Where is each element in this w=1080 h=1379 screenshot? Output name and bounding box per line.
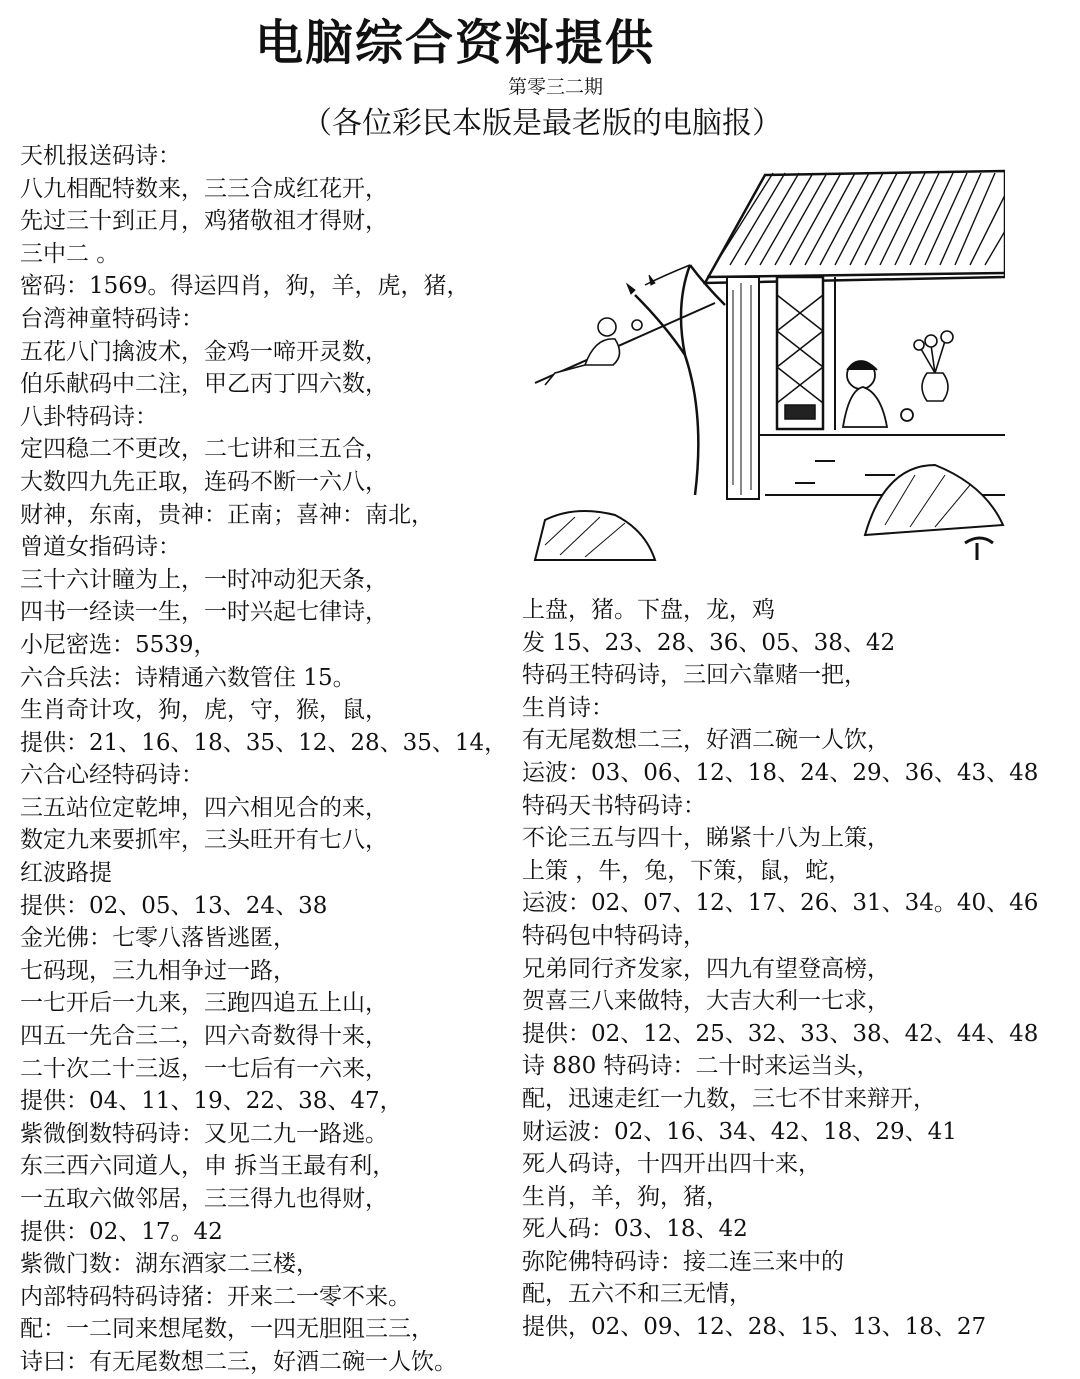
issue-number: 第零三二期 <box>508 76 604 98</box>
text-line: 定四稳二不更改，二七讲和三五合， <box>20 436 388 463</box>
text-line: 一五取六做邻居，三三得九也得财， <box>20 1186 388 1212</box>
text-line: 有无尾数想二三，好酒二碗一人饮， <box>522 727 890 754</box>
text-line: 特码王特码诗，三回六靠赌一把， <box>522 662 867 689</box>
flower-vase <box>914 331 953 401</box>
text-line: 特码包中特码诗， <box>522 922 706 949</box>
garden-rocks <box>535 465 1003 560</box>
text-line: 紫微门数：湖东酒家二三楼， <box>20 1251 319 1278</box>
text-line: 运波：02、07、12、17、26、31、34。40、46 <box>522 890 1039 917</box>
text-line: 四书一经读一生，一时兴起七律诗， <box>20 599 388 626</box>
text-line: 兄弟同行齐发家，四九有望登高榜， <box>522 955 890 982</box>
text-line: 配，五六不和三无情， <box>522 1281 752 1308</box>
text-line: 死人码：03、18、42 <box>522 1216 748 1243</box>
text-line: 内部特码特码诗猪：开来二一零不来。 <box>20 1283 411 1310</box>
boy-figure <box>535 303 715 385</box>
text-line: 财神，东南，贵神：正南；喜神：南北， <box>20 501 434 528</box>
text-line: 五花八门擒波术，金鸡一啼开灵数， <box>20 338 388 365</box>
text-line: 财运波：02、16、34、42、18、29、41 <box>522 1118 957 1145</box>
text-line: 提供：21、16、18、35、12、28、35、14， <box>20 729 508 756</box>
text-line: 八九相配特数来，三三合成红花开， <box>20 175 388 202</box>
text-line: 东三西六同道人，申 拆当王最有利， <box>20 1153 396 1180</box>
page-subtitle: （各位彩民本版是最老版的电脑报） <box>302 106 782 141</box>
wooden-pillar <box>727 277 759 499</box>
text-line: 三十六计瞳为上，一时冲动犯天条， <box>20 566 388 593</box>
right-column <box>522 594 1067 1344</box>
text-line: 死人码诗，十四开出四十来， <box>522 1151 821 1178</box>
text-line: 六合心经特码诗： <box>20 762 204 789</box>
text-line: 六合兵法：诗精通六数管住 15。 <box>20 664 356 691</box>
text-line: 弥陀佛特码诗：接二连三来中的 <box>522 1248 844 1275</box>
text-line: 曾道女指码诗： <box>20 534 181 561</box>
text-line: 四五一先合三二，四六奇数得十来， <box>20 1023 388 1050</box>
lady-figure <box>843 361 913 427</box>
text-line: 提供：04、11、19、22、38、47， <box>20 1088 403 1115</box>
text-line: 七码现，三九相争过一路， <box>20 957 296 984</box>
text-line: 天机报送码诗： <box>20 143 181 169</box>
text-line: 不论三五与四十，睇紧十八为上策， <box>522 825 890 852</box>
text-line: 密码：1569。得运四肖，狗，羊，虎，猪， <box>20 273 470 300</box>
text-line: 特码天书特码诗： <box>522 792 706 819</box>
text-line: 大数四九先正取，连码不断一六八， <box>20 468 388 495</box>
text-line: 生肖，羊，狗，猪， <box>522 1183 729 1210</box>
text-line: 配：一二同来想尾数，一四无胆阻三三， <box>20 1316 434 1343</box>
text-line: 生肖诗： <box>522 694 614 721</box>
text-line: 伯乐献码中二注，甲乙丙丁四六数， <box>20 371 388 398</box>
text-line: 上盘，猪。下盘，龙，鸡 <box>522 597 775 623</box>
text-line: 运波：03、06、12、18、24、29、36、43、48 <box>522 759 1039 786</box>
text-line: 小尼密选：5539， <box>20 631 217 658</box>
text-line: 发 15、23、28、36、05、38、42 <box>522 629 896 656</box>
text-line: 三中二 。 <box>20 240 120 267</box>
text-line: 上策 ，牛，兔，下策，鼠，蛇， <box>522 857 852 884</box>
text-line: 二十次二十三返，一七后有一六来， <box>20 1055 388 1082</box>
text-line: 贺喜三八来做特，大吉大利一七求， <box>522 988 890 1015</box>
text-line: 台湾神童特码诗： <box>20 305 204 332</box>
bare-tree <box>627 265 725 495</box>
page-title: 电脑综合资料提供 <box>255 15 656 71</box>
text-line: 紫微倒数特码诗：又见二九一路逃。 <box>20 1120 388 1147</box>
text-line: 配，迅速走红一九数，三七不甘来辩开， <box>522 1085 936 1112</box>
left-column <box>20 140 510 1379</box>
text-line: 一七开后一九来，三跑四追五上山， <box>20 990 388 1017</box>
text-line: 八卦特码诗： <box>20 403 158 430</box>
text-line: 生肖奇计攻，狗，虎，守，猴，鼠， <box>20 697 388 724</box>
text-line: 提供：02、05、13、24、38 <box>20 892 328 919</box>
text-line: 红波路提 <box>20 860 112 887</box>
text-line: 三五站位定乾坤，四六相见合的来， <box>20 794 388 821</box>
text-line: 诗曰：有无尾数想二三，好酒二碗一人饮。 <box>20 1348 457 1375</box>
text-line: 诗 880 特码诗：二十时来运当头， <box>522 1053 880 1080</box>
artist-seal-icon <box>965 538 993 560</box>
ink-illustration <box>515 165 1005 577</box>
text-line: 提供：02、12、25、32、33、38、42、44、48 <box>522 1020 1039 1047</box>
text-line: 金光佛：七零八落皆逃匿， <box>20 925 296 952</box>
text-line: 数定九来要抓牢，三头旺开有七八， <box>20 827 388 854</box>
lattice-window <box>777 277 823 429</box>
thatched-roof <box>705 171 1005 283</box>
text-line: 先过三十到正月，鸡猪敬祖才得财， <box>20 208 388 235</box>
text-line: 提供，02、09、12、28、15、13、18、27 <box>522 1314 987 1341</box>
text-line: 提供：02、17。42 <box>20 1218 223 1245</box>
